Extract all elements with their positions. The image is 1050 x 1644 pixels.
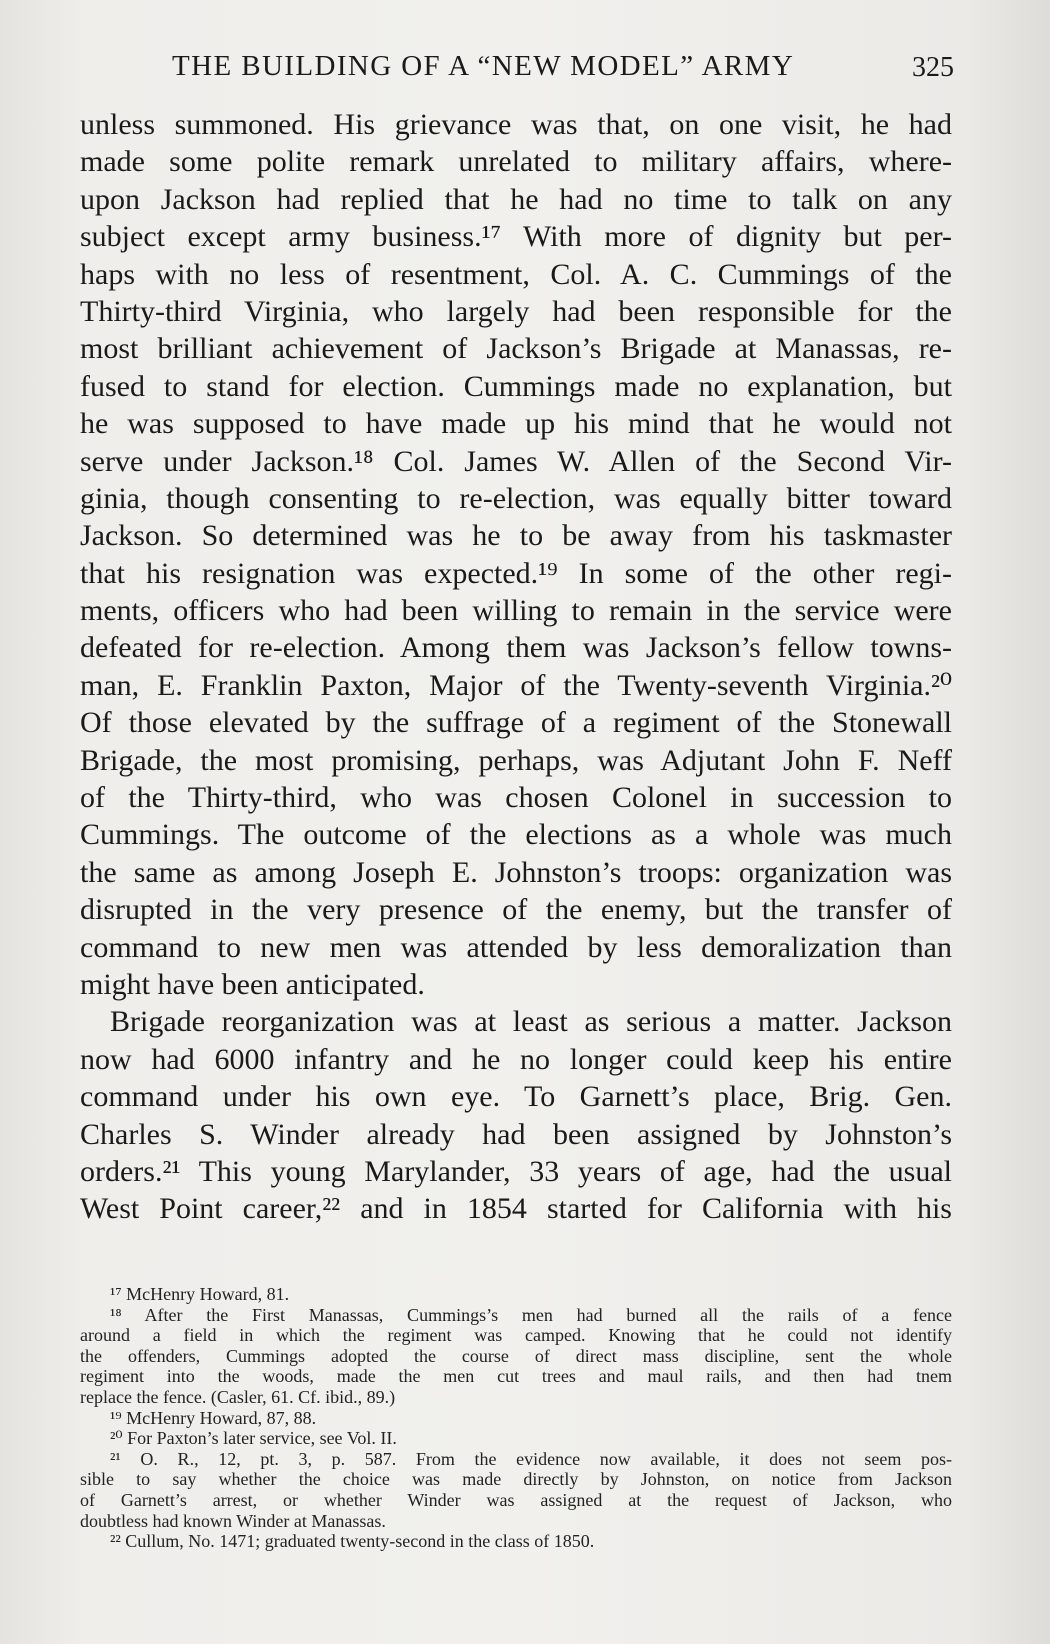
footnote-19: ¹⁹ McHenry Howard, 87, 88.: [110, 1407, 317, 1428]
body-line: defeated for re-election. Among them was Jackson’s fellow towns-: [80, 631, 952, 665]
body-line: subject except army business.¹⁷ With more of dignity but per-: [80, 220, 952, 254]
body-line: most brilliant achievement of Jackson’s Brigade at Manassas, re-: [80, 332, 952, 366]
paragraph-start-line: Brigade reorganization was at least as serious a matter. Jackson: [110, 1005, 952, 1039]
body-line: disrupted in the very presence of the enemy, but the transfer of: [80, 893, 952, 927]
running-head-title: THE BUILDING OF A “NEW MODEL” ARMY: [172, 50, 795, 82]
body-line: Jackson. So determined was he to be away from his taskmaster: [80, 519, 952, 553]
body-line: made some polite remark unrelated to military affairs, where-: [80, 145, 952, 179]
footnote-22: ²² Cullum, No. 1471; graduated twenty-second in the class of 1850.: [110, 1531, 595, 1552]
body-line: he was supposed to have made up his mind that he would not: [80, 407, 952, 441]
body-line: Of those elevated by the suffrage of a regiment of the Stonewall: [80, 706, 952, 740]
footnote-line: of Garnett’s arrest, or whether Winder was assigned at the request of Jackson, who: [80, 1489, 952, 1510]
body-line: command to new men was attended by less demoralization than: [80, 930, 952, 964]
footnote-20: ²⁰ For Paxton’s later service, see Vol. II.: [110, 1428, 397, 1449]
body-line: Cummings. The outcome of the elections as a whole was much: [80, 818, 952, 852]
footnote-line: regiment into the woods, made the men cut trees and maul rails, and then had tnem: [80, 1366, 952, 1387]
body-text: [80, 106, 952, 1228]
body-line: Charles S. Winder already had been assigned by Johnston’s: [80, 1117, 952, 1151]
body-line: Brigade, the most promising, perhaps, was Adjutant John F. Neff: [80, 743, 952, 777]
footnote-21: ²¹ O. R., 12, pt. 3, p. 587. From the evidence now available, it does not seem pos-: [110, 1448, 952, 1469]
footnote-line: sible to say whether the choice was made directly by Johnston, on notice from Jackson: [80, 1469, 952, 1490]
body-line: West Point career,²² and in 1854 started for California with his: [80, 1192, 952, 1226]
body-line: man, E. Franklin Paxton, Major of the Twenty-seventh Virginia.²⁰: [80, 668, 952, 702]
body-line: serve under Jackson.¹⁸ Col. James W. Allen of the Second Vir-: [80, 444, 952, 478]
footnote-line: replace the fence. (Casler, 61. Cf. ibid., 89.): [80, 1386, 396, 1407]
body-line: that his resignation was expected.¹⁹ In some of the other regi-: [80, 556, 952, 590]
footnote-line: doubtless had known Winder at Manassas.: [80, 1510, 386, 1531]
body-line: the same as among Joseph E. Johnston’s troops: organization was: [80, 855, 952, 889]
page-number: 325: [912, 52, 954, 83]
footnote-17: ¹⁷ McHenry Howard, 81.: [110, 1284, 290, 1304]
body-line: Thirty-third Virginia, who largely had been responsible for the: [80, 294, 952, 328]
body-line: might have been anticipated.: [80, 967, 425, 1001]
body-line: ments, officers who had been willing to remain in the service were: [80, 594, 952, 628]
footnote-18: ¹⁸ After the First Manassas, Cummings’s men had burned all the rails of a fence: [110, 1304, 952, 1325]
body-line: unless summoned. His grievance was that, on one visit, he had: [80, 108, 952, 141]
body-line: orders.²¹ This young Marylander, 33 years of age, had the usual: [80, 1154, 952, 1188]
body-line: upon Jackson had replied that he had no time to talk on any: [80, 182, 952, 216]
body-line: haps with no less of resentment, Col. A. C. Cummings of the: [80, 257, 952, 291]
body-line: now had 6000 infantry and he no longer could keep his entire: [80, 1042, 952, 1076]
footnotes: [80, 1284, 952, 1552]
body-line: of the Thirty-third, who was chosen Colonel in succession to: [80, 781, 952, 815]
body-line: ginia, though consenting to re-election, was equally bitter toward: [80, 481, 952, 515]
footnote-line: around a field in which the regiment was camped. Knowing that he could not identify: [80, 1325, 952, 1346]
body-line: fused to stand for election. Cummings made no explanation, but: [80, 369, 952, 403]
footnote-line: the offenders, Cummings adopted the course of direct mass discipline, sent the whole: [80, 1345, 952, 1366]
body-line: command under his own eye. To Garnett’s place, Brig. Gen.: [80, 1080, 952, 1114]
running-head: [0, 0, 1050, 110]
